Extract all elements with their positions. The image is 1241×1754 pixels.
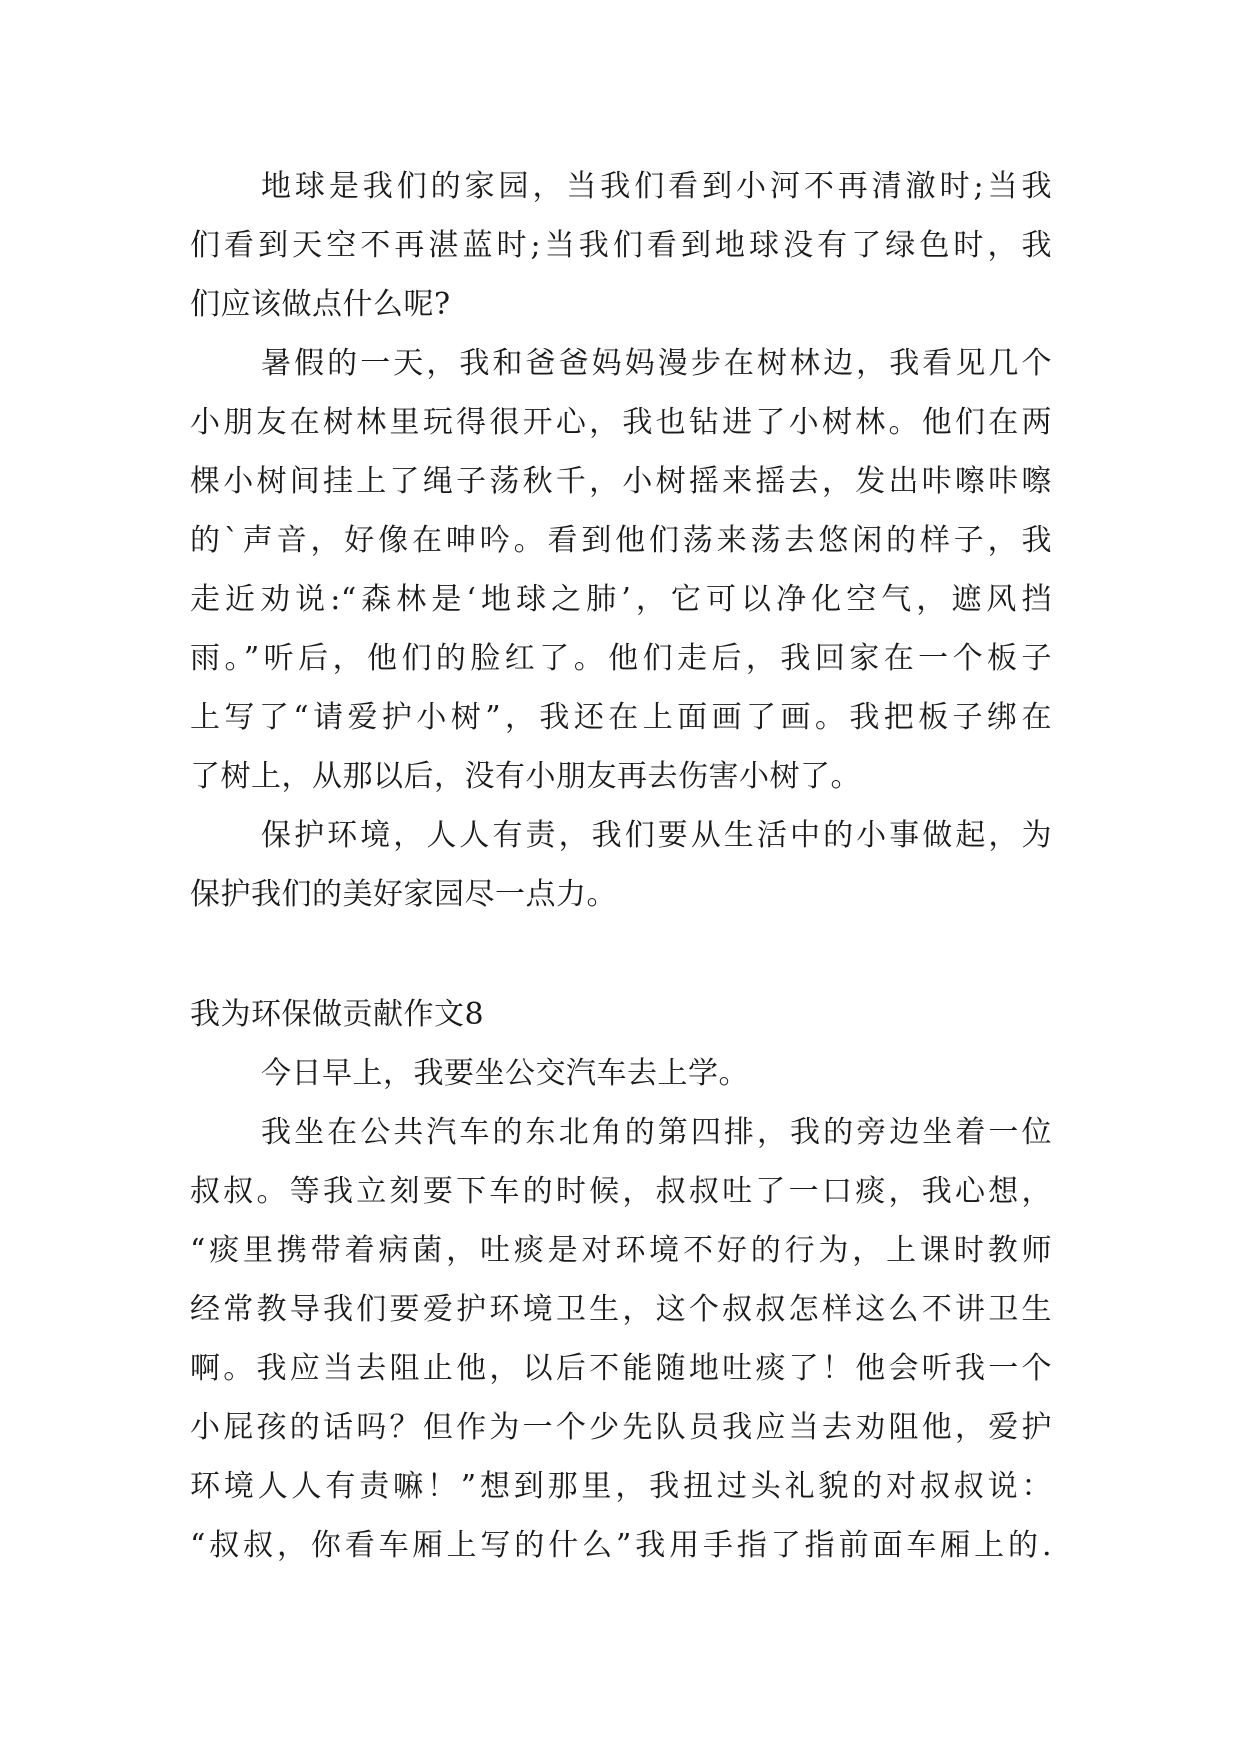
paragraph	[190, 157, 1052, 334]
text-line: 暑假的一天，我和爸爸妈妈漫步在树林边，我看见几个	[261, 346, 1052, 381]
paragraph	[190, 334, 1052, 806]
text-line: “痰里携带着病菌，吐痰是对环境不好的行为，上课时教师	[190, 1233, 1052, 1268]
text-line: 了树上，从那以后，没有小朋友再去伤害小树了。	[190, 759, 861, 794]
text-line: 经常教导我们要爱护环境卫生，这个叔叔怎样这么不讲卫生	[190, 1292, 1052, 1327]
document-page	[190, 157, 1052, 1575]
text-line: 雨。”听后，他们的脸红了。他们走后，我回家在一个板子	[190, 641, 1052, 676]
text-line: 保护我们的美好家园尽一点力。	[190, 877, 617, 912]
text-line: 们应该做点什么呢?	[190, 287, 451, 322]
text-line: 保护环境，人人有责，我们要从生活中的小事做起，为	[261, 818, 1052, 853]
text-line: 叔叔。等我立刻要下车的时候，叔叔吐了一口痰，我心想，	[190, 1174, 1052, 1209]
text-line: 地球是我们的家园，当我们看到小河不再清澈时;当我	[261, 169, 1052, 204]
text-line: 啊。我应当去阻止他，以后不能随地吐痰了！他会听我一个	[190, 1351, 1052, 1386]
text-line: 我坐在公共汽车的东北角的第四排，我的旁边坐着一位	[261, 1115, 1052, 1150]
paragraph	[190, 1103, 1052, 1575]
text-line: 走近劝说:“森林是‘地球之肺’，它可以净化空气，遮风挡	[190, 582, 1052, 617]
text-line: 们看到天空不再湛蓝时;当我们看到地球没有了绿色时，我	[190, 228, 1052, 263]
text-line: 上写了“请爱护小树”，我还在上面画了画。我把板子绑在	[190, 700, 1052, 735]
section-gap	[190, 924, 1052, 985]
text-line: 棵小树间挂上了绳子荡秋千，小树摇来摇去，发出咔嚓咔嚓	[190, 464, 1052, 499]
paragraph	[190, 806, 1052, 924]
text-line: 小朋友在树林里玩得很开心，我也钻进了小树林。他们在两	[190, 405, 1052, 440]
paragraph	[190, 1044, 1052, 1103]
section-heading: 我为环保做贡献作文8	[190, 997, 485, 1032]
text-line: 小屁孩的话吗？但作为一个少先队员我应当去劝阻他，爱护	[190, 1410, 1052, 1445]
text-line: “叔叔，你看车厢上写的什么”我用手指了指前面车厢上的.	[190, 1528, 1052, 1563]
text-line: 今日早上，我要坐公交汽车去上学。	[261, 1056, 749, 1091]
text-line: 环境人人有责嘛！”想到那里，我扭过头礼貌的对叔叔说：	[190, 1469, 1052, 1504]
text-line: 的`声音，好像在呻吟。看到他们荡来荡去悠闲的样子，我	[190, 523, 1052, 558]
